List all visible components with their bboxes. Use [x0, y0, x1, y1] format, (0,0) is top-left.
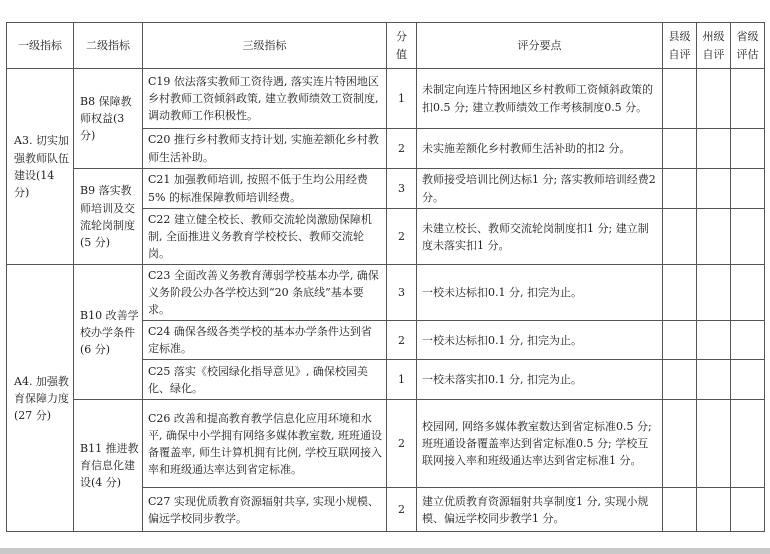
c22-county[interactable] — [663, 209, 697, 265]
header-criteria: 评分要点 — [417, 23, 663, 69]
c19-province[interactable] — [731, 69, 765, 129]
c22-score: 2 — [387, 209, 417, 265]
c20-province[interactable] — [731, 129, 765, 169]
c24-prefecture[interactable] — [697, 321, 731, 360]
c23-indicator: C23 全面改善义务教育薄弱学校基本办学, 确保义务阶段公办各学校达到“20 条底线”基本要求。 — [143, 265, 387, 321]
c27-prefecture[interactable] — [697, 488, 731, 532]
c27-province[interactable] — [731, 488, 765, 532]
c26-county[interactable] — [663, 400, 697, 488]
c19-prefecture[interactable] — [697, 69, 731, 129]
b10-level2: B10 改善学校办学条件(6 分) — [74, 265, 143, 400]
c24-score: 2 — [387, 321, 417, 360]
c27-criteria: 建立优质教育资源辐射共享制度1 分, 实现小规模、偏远学校同步教学1 分。 — [417, 488, 663, 532]
c27-score: 2 — [387, 488, 417, 532]
c24-criteria: 一校未达标扣0.1 分, 扣完为止。 — [417, 321, 663, 360]
c24-indicator: C24 确保各级各类学校的基本办学条件达到省定标准。 — [143, 321, 387, 360]
c25-county[interactable] — [663, 360, 697, 400]
c26-prefecture[interactable] — [697, 400, 731, 488]
c21-county[interactable] — [663, 169, 697, 209]
c27-indicator: C27 实现优质教育资源辐射共享, 实现小规模、偏远学校同步教学。 — [143, 488, 387, 532]
c20-prefecture[interactable] — [697, 129, 731, 169]
c22-criteria: 未建立校长、教师交流轮岗制度扣1 分; 建立制度未落实扣1 分。 — [417, 209, 663, 265]
c22-prefecture[interactable] — [697, 209, 731, 265]
c19-county[interactable] — [663, 69, 697, 129]
c21-prefecture[interactable] — [697, 169, 731, 209]
c23-criteria: 一校未达标扣0.1 分, 扣完为止。 — [417, 265, 663, 321]
b8-level2: B8 保障教师权益(3 分) — [74, 69, 143, 169]
c23-score: 3 — [387, 265, 417, 321]
c20-indicator: C20 推行乡村教师支持计划, 实施差额化乡村教师生活补助。 — [143, 129, 387, 169]
c26-score: 2 — [387, 400, 417, 488]
header-score: 分值 — [387, 23, 417, 69]
header-province: 省级评估 — [731, 23, 765, 69]
table-row — [7, 169, 765, 209]
c23-province[interactable] — [731, 265, 765, 321]
c25-indicator: C25 落实《校园绿化指导意见》, 确保校园美化、绿化。 — [143, 360, 387, 400]
c25-score: 1 — [387, 360, 417, 400]
table-row — [7, 400, 765, 488]
c21-indicator: C21 加强教师培训, 按照不低于生均公用经费5% 的标准保障教师培训经费。 — [143, 169, 387, 209]
table-row — [7, 265, 765, 321]
c19-indicator: C19 依法落实教师工资待遇, 落实连片特困地区乡村教师工资倾斜政策, 建立教师绩效工资制度, 调动教师工作积极性。 — [143, 69, 387, 129]
c26-criteria: 校园网, 网络多媒体教室数达到省定标准0.5 分; 班班通设备覆盖率达到省定标准0.5 分; 学校互联网接入率和班级通达率达到省定标准1 分。 — [417, 400, 663, 488]
b11-level2: B11 推进教育信息化建设(4 分) — [74, 400, 143, 532]
c25-prefecture[interactable] — [697, 360, 731, 400]
c20-criteria: 未实施差额化乡村教师生活补助的扣2 分。 — [417, 129, 663, 169]
table-row — [7, 69, 765, 129]
c25-province[interactable] — [731, 360, 765, 400]
bottom-scroll-edge — [0, 548, 770, 554]
header-level2: 二级指标 — [74, 23, 143, 69]
c27-county[interactable] — [663, 488, 697, 532]
evaluation-table — [6, 22, 765, 532]
a4-level1: A4. 加强教育保障力度(27 分) — [7, 265, 74, 532]
c21-criteria: 教师接受培训比例达标1 分; 落实教师培训经费2 分。 — [417, 169, 663, 209]
header-level3: 三级指标 — [143, 23, 387, 69]
b9-level2: B9 落实教师培训及交流轮岗制度(5 分) — [74, 169, 143, 265]
c22-indicator: C22 建立健全校长、教师交流轮岗激励保障机制, 全面推进义务教育学校校长、教师交流轮岗。 — [143, 209, 387, 265]
c24-county[interactable] — [663, 321, 697, 360]
c19-score: 1 — [387, 69, 417, 129]
c26-indicator: C26 改善和提高教育教学信息化应用环境和水平, 确保中小学拥有网络多媒体教室数, 班班通设备覆盖率, 师生计算机拥有比例, 学校互联网接入率和班级通达率达到省定标准。 — [143, 400, 387, 488]
c23-county[interactable] — [663, 265, 697, 321]
c21-score: 3 — [387, 169, 417, 209]
c23-prefecture[interactable] — [697, 265, 731, 321]
c20-county[interactable] — [663, 129, 697, 169]
c21-province[interactable] — [731, 169, 765, 209]
c20-score: 2 — [387, 129, 417, 169]
header-county: 县级自评 — [663, 23, 697, 69]
header-level1: 一级指标 — [7, 23, 74, 69]
c19-criteria: 未制定向连片特困地区乡村教师工资倾斜政策的扣0.5 分; 建立教师绩效工作考核制度0.5 分。 — [417, 69, 663, 129]
c22-province[interactable] — [731, 209, 765, 265]
header-prefecture: 州级自评 — [697, 23, 731, 69]
a3-level1: A3. 切实加强教师队伍建设(14 分) — [7, 69, 74, 265]
c25-criteria: 一校未落实扣0.1 分, 扣完为止。 — [417, 360, 663, 400]
c24-province[interactable] — [731, 321, 765, 360]
header-row — [7, 23, 765, 69]
c26-province[interactable] — [731, 400, 765, 488]
